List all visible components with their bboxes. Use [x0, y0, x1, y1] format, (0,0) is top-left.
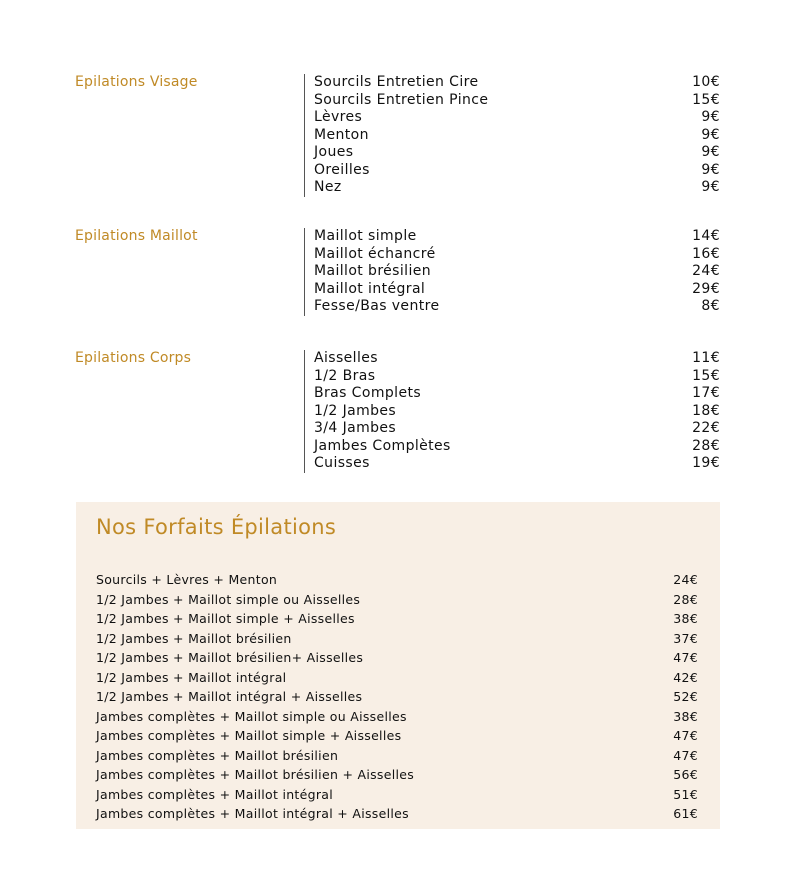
item-label: Joues [314, 144, 354, 160]
price-row [314, 438, 720, 456]
item-label: Lèvres [314, 109, 363, 125]
item-price: 8€ [701, 298, 720, 314]
section-title: Epilations Corps [75, 350, 192, 366]
item-price: 29€ [692, 280, 720, 297]
forfait-price: 47€ [673, 747, 698, 763]
forfait-label: Jambes complètes + Maillot brésilien [96, 747, 339, 763]
forfait-price: 51€ [673, 786, 698, 802]
price-row [314, 179, 720, 197]
forfait-label: 1/2 Jambes + Maillot brésilien+ Aisselles [96, 650, 364, 665]
price-row [314, 455, 720, 473]
price-list [304, 228, 720, 316]
item-label: Aisselles [314, 350, 378, 366]
item-price: 9€ [701, 161, 720, 178]
item-label: Menton [314, 126, 369, 143]
forfait-label: Jambes complètes + Maillot simple ou Aisselles [96, 708, 407, 724]
forfait-label: 1/2 Jambes + Maillot simple + Aisselles [96, 611, 355, 626]
item-price: 17€ [692, 385, 720, 401]
price-row [314, 74, 720, 92]
price-row [314, 368, 720, 386]
item-label: 1/2 Bras [314, 367, 376, 384]
price-row [314, 162, 720, 180]
item-price: 19€ [692, 455, 720, 471]
forfait-label: Jambes complètes + Maillot intégral + Aisselles [96, 806, 409, 821]
forfait-row [96, 590, 698, 610]
item-price: 9€ [701, 126, 720, 143]
forfait-label: 1/2 Jambes + Maillot intégral [96, 669, 287, 685]
item-label: Bras Complets [314, 385, 422, 401]
forfaits-panel [76, 502, 720, 829]
price-row [314, 144, 720, 162]
forfait-price: 56€ [673, 767, 698, 782]
forfait-label: Jambes complètes + Maillot simple + Aisselles [96, 728, 402, 743]
forfait-label: 1/2 Jambes + Maillot intégral + Aisselles [96, 689, 363, 704]
section-title: Epilations Visage [75, 74, 198, 90]
item-label: Cuisses [314, 455, 370, 471]
item-price: 15€ [692, 367, 720, 384]
price-row [314, 109, 720, 127]
forfaits-list [96, 570, 698, 824]
item-price: 9€ [701, 144, 720, 160]
item-label: Maillot simple [314, 228, 417, 244]
forfait-row [96, 746, 698, 766]
forfait-row [96, 570, 698, 590]
forfait-price: 52€ [673, 689, 698, 704]
item-label: Maillot échancré [314, 245, 436, 262]
item-label: Nez [314, 179, 342, 195]
price-row [314, 263, 720, 281]
forfait-price: 37€ [673, 630, 698, 646]
price-row [314, 403, 720, 421]
price-row [314, 127, 720, 145]
item-label: 1/2 Jambes [314, 402, 397, 419]
forfait-price: 38€ [673, 708, 698, 724]
forfaits-title: Nos Forfaits Épilations [96, 515, 337, 539]
forfait-price: 38€ [673, 611, 698, 626]
item-price: 24€ [692, 263, 720, 279]
item-label: Jambes Complètes [314, 437, 451, 454]
item-label: Maillot intégral [314, 280, 426, 297]
forfait-label: 1/2 Jambes + Maillot brésilien [96, 630, 292, 646]
forfait-price: 61€ [673, 806, 698, 821]
forfait-price: 42€ [673, 669, 698, 685]
price-row [314, 298, 720, 316]
item-price: 16€ [692, 245, 720, 262]
forfait-price: 24€ [673, 572, 698, 587]
forfait-row [96, 668, 698, 688]
item-label: Sourcils Entretien Cire [314, 74, 479, 90]
item-label: 3/4 Jambes [314, 420, 397, 436]
forfait-row [96, 687, 698, 707]
forfait-label: Jambes complètes + Maillot brésilien + Aisselles [96, 767, 415, 782]
forfait-row [96, 726, 698, 746]
forfait-price: 47€ [673, 728, 698, 743]
item-price: 22€ [692, 420, 720, 436]
forfait-label: Jambes complètes + Maillot intégral [96, 786, 334, 802]
forfait-row [96, 785, 698, 805]
forfait-row [96, 804, 698, 824]
item-label: Maillot brésilien [314, 263, 432, 279]
forfait-row [96, 629, 698, 649]
forfait-label: 1/2 Jambes + Maillot simple ou Aisselles [96, 591, 361, 607]
forfait-row [96, 707, 698, 727]
item-price: 15€ [692, 91, 720, 108]
price-row [314, 281, 720, 299]
forfait-row [96, 765, 698, 785]
item-price: 28€ [692, 437, 720, 454]
price-row [314, 92, 720, 110]
price-row [314, 246, 720, 264]
section-title: Epilations Maillot [75, 228, 198, 244]
item-price: 9€ [701, 109, 720, 125]
item-price: 14€ [692, 228, 720, 244]
item-price: 11€ [692, 350, 720, 366]
forfait-row [96, 609, 698, 629]
forfait-row [96, 648, 698, 668]
forfait-label: Sourcils + Lèvres + Menton [96, 572, 278, 587]
price-list [304, 74, 720, 197]
item-label: Oreilles [314, 161, 370, 178]
forfait-price: 47€ [673, 650, 698, 665]
item-label: Sourcils Entretien Pince [314, 91, 489, 108]
price-row [314, 350, 720, 368]
forfait-price: 28€ [673, 591, 698, 607]
item-price: 9€ [701, 179, 720, 195]
price-row [314, 385, 720, 403]
item-price: 10€ [692, 74, 720, 90]
item-label: Fesse/Bas ventre [314, 298, 440, 314]
price-row [314, 228, 720, 246]
price-row [314, 420, 720, 438]
item-price: 18€ [692, 402, 720, 419]
price-list [304, 350, 720, 473]
